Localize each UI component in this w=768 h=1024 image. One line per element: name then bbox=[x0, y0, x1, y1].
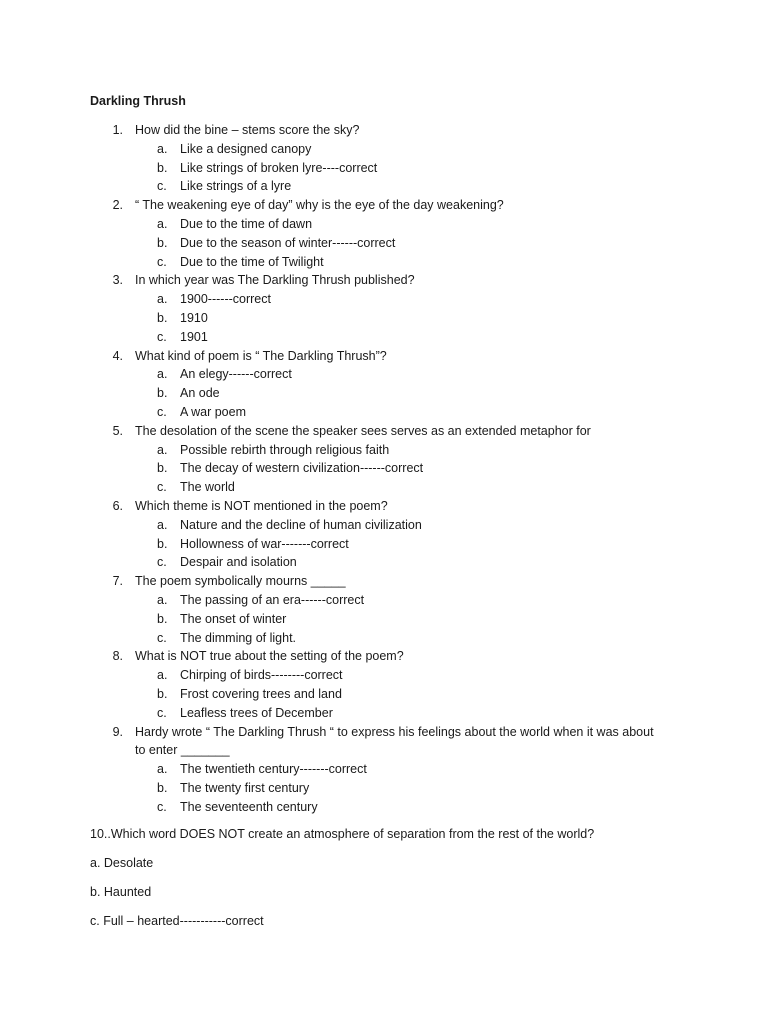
option-letter: b. bbox=[157, 235, 168, 250]
option-letter: c. bbox=[157, 254, 167, 269]
option-text: Chirping of birds--------correct bbox=[180, 668, 343, 683]
question-text: Hardy wrote “ The Darkling Thrush “ to express his feelings about the world when it was about bbox=[135, 724, 654, 739]
option-text: A war poem bbox=[180, 404, 247, 419]
answer-option bbox=[0, 253, 768, 272]
answer-option bbox=[0, 629, 768, 648]
option-text: 1900------correct bbox=[180, 292, 271, 307]
option-text: The world bbox=[180, 480, 235, 495]
question-item bbox=[0, 422, 768, 497]
question-text: How did the bine – stems score the sky? bbox=[135, 123, 360, 137]
option-letter: b. bbox=[157, 686, 168, 701]
answer-option bbox=[0, 685, 768, 704]
question-item bbox=[0, 271, 768, 346]
option-text: An elegy------correct bbox=[180, 367, 292, 382]
answer-option bbox=[0, 159, 768, 178]
option-text: An ode bbox=[180, 386, 220, 401]
question-text: “ The weakening eye of day” why is the eye of the day weakening? bbox=[135, 198, 504, 213]
option-text: The onset of winter bbox=[180, 611, 287, 626]
option-text: 1910 bbox=[180, 310, 208, 325]
option-text: The twentieth century-------correct bbox=[180, 762, 367, 777]
answer-option bbox=[0, 290, 768, 309]
answer-option bbox=[0, 140, 768, 159]
answer-option bbox=[0, 309, 768, 328]
option-letter: b. bbox=[157, 780, 168, 795]
question-number: 6. bbox=[112, 498, 123, 513]
answer-option bbox=[0, 610, 768, 629]
answer-option bbox=[0, 553, 768, 572]
question-text-continuation bbox=[0, 741, 768, 760]
answer-option bbox=[0, 328, 768, 347]
answer-option bbox=[0, 384, 768, 403]
question-number: 3. bbox=[112, 273, 123, 288]
option-letter: a. bbox=[157, 592, 168, 607]
option-text: Like strings of broken lyre----correct bbox=[180, 160, 378, 175]
option-text: Due to the time of dawn bbox=[180, 216, 313, 231]
answer-option bbox=[0, 177, 768, 196]
option-letter: a. bbox=[157, 762, 168, 777]
answer-option bbox=[0, 365, 768, 384]
question-item bbox=[0, 121, 768, 196]
option-letter: c. bbox=[157, 480, 167, 495]
question-10-option-b: b. Haunted bbox=[90, 885, 152, 899]
question-10-text: 10..Which word DOES NOT create an atmosphere of separation from the rest of the world? bbox=[90, 827, 595, 841]
option-text: 1901 bbox=[180, 329, 208, 344]
option-letter: c. bbox=[157, 630, 167, 645]
option-text: Nature and the decline of human civilization bbox=[180, 517, 422, 532]
question-10-option-a: a. Desolate bbox=[90, 856, 154, 870]
question-10-option-c: c. Full – hearted-----------correct bbox=[90, 914, 264, 928]
question-row bbox=[0, 121, 768, 140]
option-letter: b. bbox=[157, 611, 168, 626]
option-text: Like a designed canopy bbox=[180, 141, 312, 156]
option-letter: a. bbox=[157, 292, 168, 307]
answer-option bbox=[0, 403, 768, 422]
question-number: 8. bbox=[112, 649, 123, 664]
question-item bbox=[0, 497, 768, 572]
question-item bbox=[0, 647, 768, 722]
answer-option bbox=[0, 535, 768, 554]
option-text: Due to the season of winter------correct bbox=[180, 235, 396, 250]
option-letter: b. bbox=[157, 310, 168, 325]
answer-option bbox=[0, 591, 768, 610]
option-letter: a. bbox=[157, 517, 168, 532]
option-letter: a. bbox=[157, 141, 168, 156]
question-list bbox=[0, 121, 768, 816]
answer-option bbox=[0, 760, 768, 779]
option-text: Despair and isolation bbox=[180, 555, 297, 570]
option-letter: b. bbox=[157, 386, 168, 401]
option-text: The seventeenth century bbox=[180, 799, 318, 814]
question-text: The desolation of the scene the speaker sees serves as an extended metaphor for bbox=[135, 423, 591, 438]
option-text: Like strings of a lyre bbox=[180, 179, 292, 194]
question-row bbox=[0, 647, 768, 666]
answer-option bbox=[0, 798, 768, 817]
option-text: Hollowness of war-------correct bbox=[180, 536, 349, 551]
question-text: What is NOT true about the setting of the poem? bbox=[135, 649, 404, 664]
question-row bbox=[0, 271, 768, 290]
question-text: In which year was The Darkling Thrush published? bbox=[135, 273, 415, 288]
option-letter: c. bbox=[157, 404, 167, 419]
question-row bbox=[0, 723, 768, 742]
question-row bbox=[0, 572, 768, 591]
question-text: What kind of poem is “ The Darkling Thrush”? bbox=[135, 348, 387, 363]
question-item bbox=[0, 572, 768, 647]
answer-option bbox=[0, 441, 768, 460]
question-row bbox=[0, 422, 768, 441]
document-title: Darkling Thrush bbox=[90, 94, 186, 108]
answer-option bbox=[0, 516, 768, 535]
question-row bbox=[0, 196, 768, 215]
option-letter: a. bbox=[157, 367, 168, 382]
question-item bbox=[0, 196, 768, 271]
answer-option bbox=[0, 215, 768, 234]
option-letter: a. bbox=[157, 668, 168, 683]
option-text: The passing of an era------correct bbox=[180, 592, 365, 607]
option-letter: a. bbox=[157, 442, 168, 457]
answer-option bbox=[0, 666, 768, 685]
option-letter: a. bbox=[157, 216, 168, 231]
option-text: The twenty first century bbox=[180, 780, 310, 795]
question-number: 9. bbox=[112, 724, 123, 739]
question-number: 2. bbox=[112, 198, 123, 213]
option-letter: c. bbox=[157, 179, 167, 194]
question-number: 1. bbox=[112, 123, 123, 137]
option-text: Frost covering trees and land bbox=[180, 686, 342, 701]
option-letter: c. bbox=[157, 799, 167, 814]
question-row bbox=[0, 347, 768, 366]
option-letter: c. bbox=[157, 555, 167, 570]
answer-option bbox=[0, 779, 768, 798]
option-text: Due to the time of Twilight bbox=[180, 254, 324, 269]
answer-option bbox=[0, 234, 768, 253]
option-letter: c. bbox=[157, 329, 167, 344]
question-item bbox=[0, 723, 768, 817]
question-row bbox=[0, 497, 768, 516]
question-number: 7. bbox=[112, 574, 123, 589]
question-continuation-text: to enter _______ bbox=[135, 743, 230, 758]
question-number: 5. bbox=[112, 423, 123, 438]
option-text: Leafless trees of December bbox=[180, 705, 333, 720]
answer-option bbox=[0, 704, 768, 723]
question-item bbox=[0, 347, 768, 422]
answer-option bbox=[0, 478, 768, 497]
option-letter: b. bbox=[157, 160, 168, 175]
option-text: Possible rebirth through religious faith bbox=[180, 442, 390, 457]
answer-option bbox=[0, 459, 768, 478]
question-number: 4. bbox=[112, 348, 123, 363]
option-text: The decay of western civilization------correct bbox=[180, 461, 424, 476]
option-letter: b. bbox=[157, 461, 168, 476]
question-text: Which theme is NOT mentioned in the poem? bbox=[135, 498, 388, 513]
option-text: The dimming of light. bbox=[180, 630, 297, 645]
option-letter: c. bbox=[157, 705, 167, 720]
question-text: The poem symbolically mourns _____ bbox=[135, 574, 346, 589]
option-letter: b. bbox=[157, 536, 168, 551]
